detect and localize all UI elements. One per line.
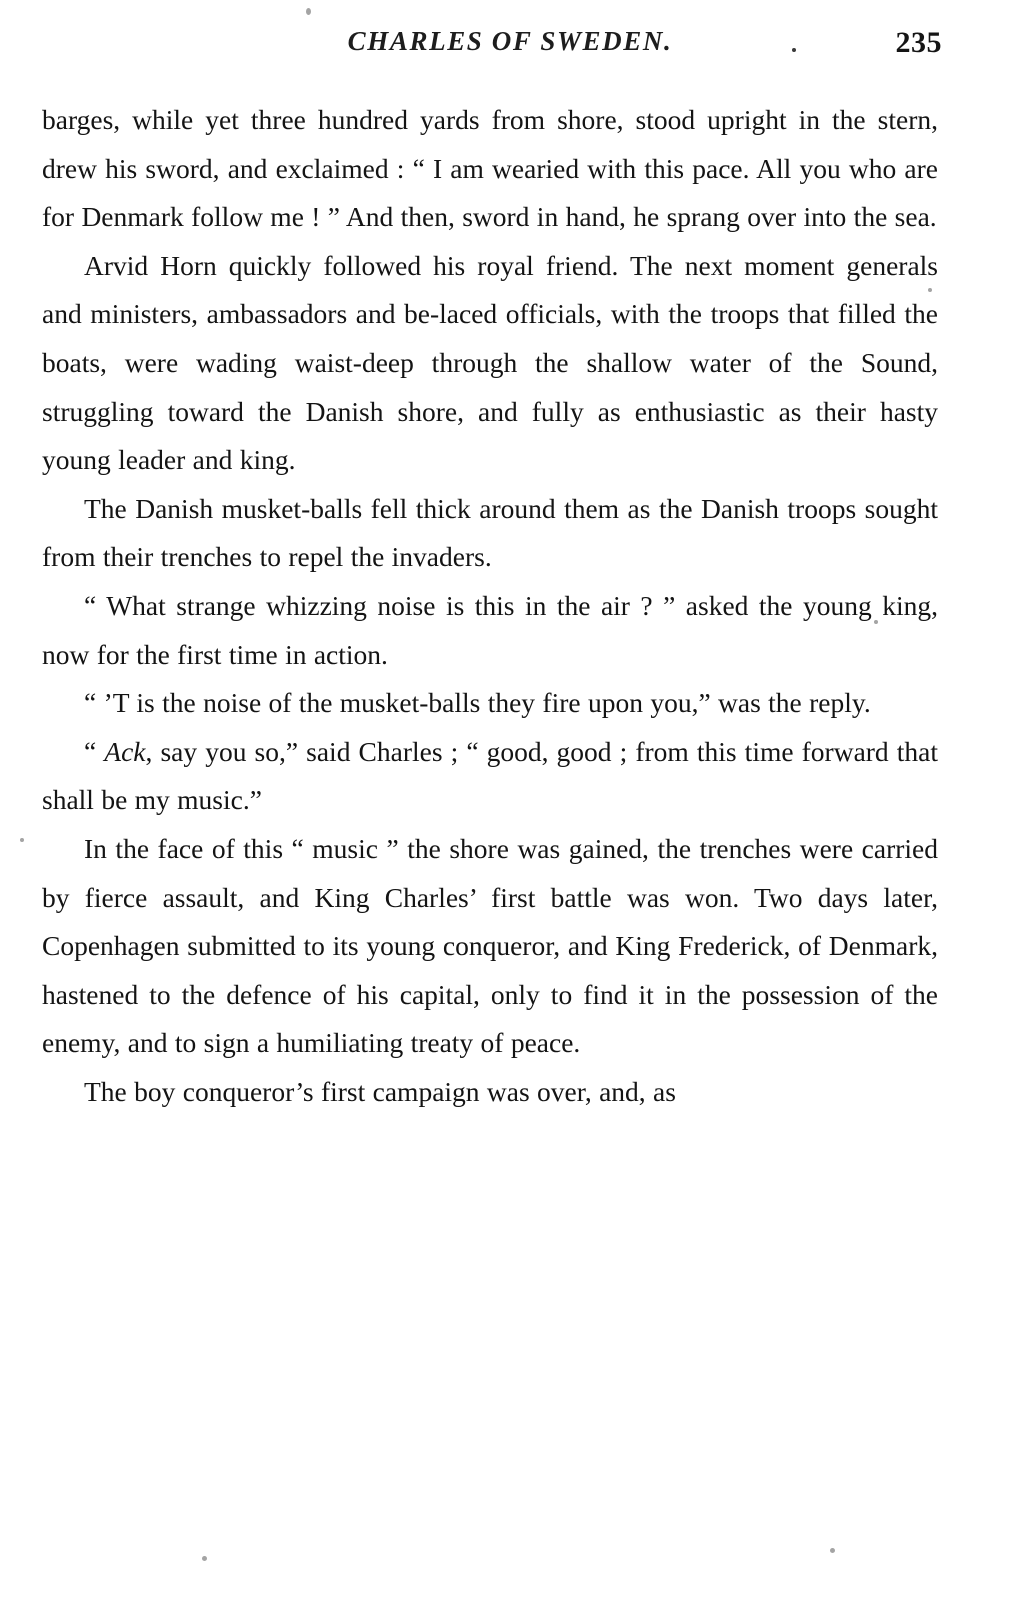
paragraph: The boy conqueror’s first campaign was over, and, as xyxy=(84,1075,676,1107)
body-text xyxy=(42,96,938,1116)
page-number: 235 xyxy=(895,26,942,59)
ink-speck-icon xyxy=(830,1548,835,1553)
ink-speck-icon xyxy=(306,8,311,15)
running-head-title: CHARLES OF SWEDEN. xyxy=(347,26,673,56)
paragraph: “ Ack, say you so,” said Charles ; “ good, good ; from this time forward that shall be my music.” xyxy=(42,735,938,816)
paragraph: In the face of this “ music ” the shore was gained, the trenches were carried by fierce assault, and King Charles’ first battle was won. Two days later, Copenhagen submitted to its young conqueror, and King Frederick, of Denmark, hastened to the defence of his capital, only to find it in the possession of the enemy, and to sign a humiliating treaty of peace. xyxy=(42,832,938,1059)
paragraph: Arvid Horn quickly followed his royal friend. The next moment generals and ministers, ambassadors and be-laced officials, with the troops that filled the boats, were wading waist-deep through the shallow water of the Sound, struggling toward the Danish shore, and fully as enthusiastic as their hasty young leader and king. xyxy=(42,249,938,476)
paragraph: “ What strange whizzing noise is this in the air ? ” asked the young king, now for the first time in action. xyxy=(42,589,938,670)
ink-speck-icon xyxy=(20,838,24,842)
ink-speck-icon xyxy=(792,48,796,52)
running-head xyxy=(40,26,980,72)
paragraph: The Danish musket-balls fell thick around them as the Danish troops sought from their trenches to repel the invaders. xyxy=(42,492,938,573)
ink-speck-icon xyxy=(202,1556,207,1561)
paragraph: barges, while yet three hundred yards from shore, stood upright in the stern, drew his sword, and exclaimed : “ I am wearied with this pace. All you who are for Denmark follow me ! ” And then, sword in hand, he sprang over into the sea. xyxy=(42,104,938,233)
paragraph: “ ’T is the noise of the musket-balls they fire upon you,” was the reply. xyxy=(84,687,871,719)
